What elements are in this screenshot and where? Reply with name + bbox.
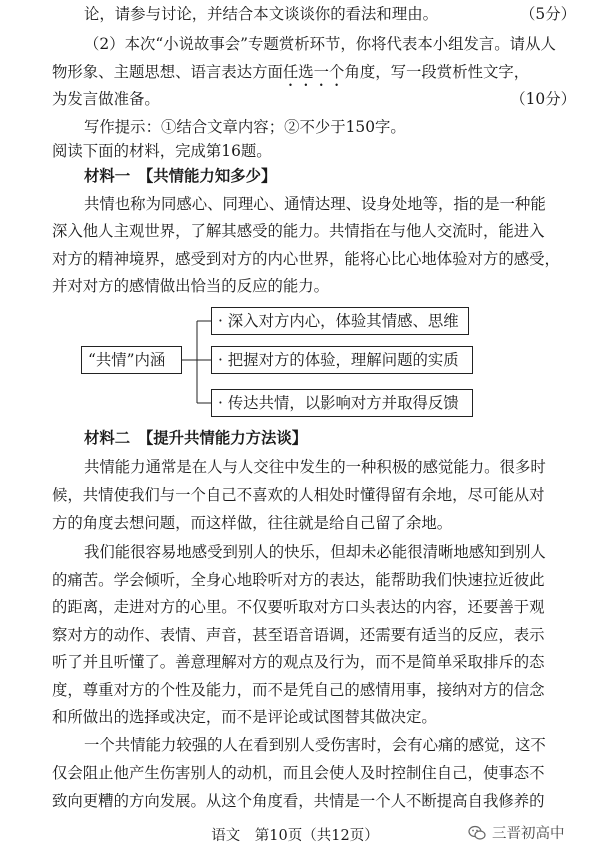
question-2-line-3: 为发言做准备。 （10分） bbox=[52, 90, 576, 108]
material-2-para-line: 和所做出的选择或决定，而不是评论或试图替其做决定。 bbox=[52, 708, 437, 726]
material-1-title: 材料一 【共情能力知多少】 bbox=[84, 167, 277, 185]
material-2-para-line: 致向更糟的方向发展。从这个角度看，共情是一个人不断提高自我修养的 bbox=[52, 792, 545, 810]
material-2-para-line: 候，共情使我们与一个自己不喜欢的人相处时懂得留有余地，尽可能从对 bbox=[52, 486, 545, 504]
diagram-item-box: · 把握对方的体验，理解问题的实质 bbox=[211, 346, 473, 374]
material-2-para-line: 度，尊重对方的个性及能力，而不是凭自己的感情用事，接纳对方的信念 bbox=[52, 681, 545, 699]
reading-instruction: 阅读下面的材料，完成第16题。 bbox=[52, 142, 272, 160]
material-2-title: 材料二 【提升共情能力方法谈】 bbox=[84, 429, 308, 447]
material-1-para-line: 并对对方的感情做出恰当的反应的能力。 bbox=[52, 277, 330, 295]
material-2-para-line: 我们能很容易地感受到别人的快乐，但却未必能很清晰地感知到别人 bbox=[84, 543, 546, 561]
material-2-para-line: 的距离，走进对方的心里。不仅要听取对方口头表达的内容，还要善于观 bbox=[52, 598, 545, 616]
question-2-line-2: 物形象、主题思想、语言表达方面任选一个角度，写一段赏析性文字， bbox=[52, 63, 530, 81]
material-2-para-line: 方的角度去想问题，而这样做，往往就是给自己留了余地。 bbox=[52, 514, 453, 532]
material-1-para-line: 深入他人主观世界，了解其感受的能力。共情指在与他人交流时，能进入 bbox=[52, 222, 545, 240]
question-2-line-1: （2）本次“小说故事会”专题赏析环节，你将代表本小组发言。请从人 bbox=[84, 35, 556, 53]
material-2-para-line: 听了并且听懂了。善意理解对方的观点及行为，而不是简单采取排斥的态 bbox=[52, 653, 545, 671]
question-text: 论，请参与讨论，并结合本文谈谈你的看法和理由。 bbox=[84, 5, 438, 23]
material-2-para-line: 共情能力通常是在人与人交往中发生的一种积极的感觉能力。很多时 bbox=[84, 458, 546, 476]
watermark bbox=[468, 822, 565, 843]
material-1-para-line: 对方的精神境界，感受到对方的内心世界，能将心比心地体验对方的感受， bbox=[52, 250, 560, 268]
material-2-para-line: 的痛苦。学会倾听，全身心地聆听对方的表达，能帮助我们快速拉近彼此 bbox=[52, 571, 545, 589]
material-1-para-line: 共情也称为同感心、同理心、通情达理、设身处地等，指的是一种能 bbox=[84, 195, 546, 213]
writing-hint: 写作提示：①结合文章内容；②不少于150字。 bbox=[84, 118, 406, 136]
material-2-para-line: 察对方的动作、表情、声音，甚至语音语调，还需要有适当的反应，表示 bbox=[52, 626, 545, 644]
watermark-text: 三晋初高中 bbox=[492, 826, 565, 842]
diagram-root-box: “共情”内涵 bbox=[81, 346, 182, 374]
material-2-para-line: 一个共情能力较强的人在看到别人受伤害时，会有心痛的感觉，这不 bbox=[84, 736, 546, 754]
diagram-item-box: · 传达共情，以影响对方并取得反馈 bbox=[211, 389, 473, 417]
question-score: （5分） bbox=[520, 5, 576, 23]
question-2-score: （10分） bbox=[510, 90, 576, 108]
material-2-para-line: 仅会阻止他产生伤害别人的动机，而且会使人及时控制住自己，使事态不 bbox=[52, 764, 545, 782]
page-footer: 语文 第10页（共12页） bbox=[211, 828, 379, 844]
emphasis-text: 任选一个 bbox=[282, 63, 345, 81]
diagram-item-box: · 深入对方内心，体验其情感、思维 bbox=[211, 307, 469, 335]
wechat-icon bbox=[468, 825, 486, 841]
